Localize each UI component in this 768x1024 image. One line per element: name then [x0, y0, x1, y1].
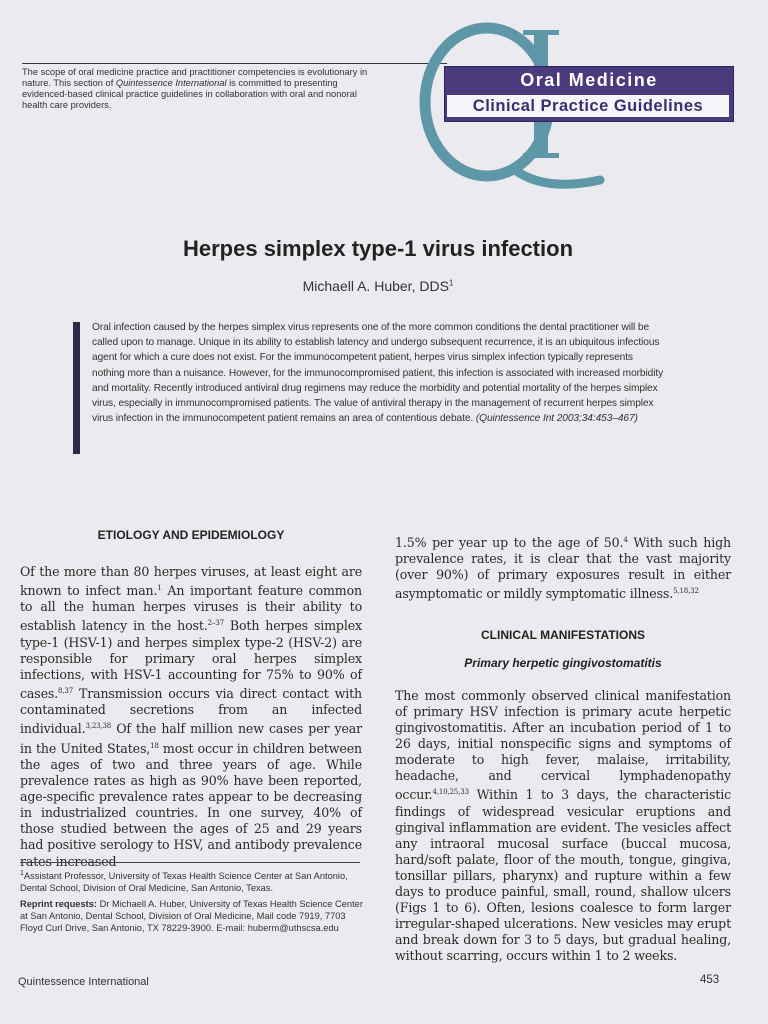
- footnote-rule: [20, 862, 360, 863]
- section-banner: [444, 66, 734, 122]
- reprint-footnote: Reprint requests: Dr Michaell A. Huber, University of Texas Health Science Center at San Antonio, Dental School, Division of Oral Medicine, Mail code 7919, 7703 Floyd Curl Drive, San Antonio, TX 78229-3900. E-mail: huberm@uthscsa.edu: [20, 899, 363, 933]
- section-scope-note: The scope of oral medicine practice and practitioner competencies is evolutionary in nature. This section of Quintessence International is committed to presenting evidenced-based clinical practice guidelines in collaboration with oral and nonoral health care providers.: [22, 67, 368, 110]
- banner-subtitle: Clinical Practice Guidelines: [447, 95, 729, 117]
- banner-title: Oral Medicine: [520, 70, 658, 90]
- abstract-accent-bar: [73, 322, 80, 454]
- body-paragraph: The most commonly observed clinical manifestation of primary HSV infection is primary acute herpetic gingivostomatitis. After an incubation period of 1 to 26 days, initial nonspecific signs and symptoms of moderate to high fever, malaise, irritability, headache, and cervical lymphadenopathy occur.$^{4,10,25,33}$ Within 1 to 3 days, the characteristic findings of widespread vesicular eruptions and gingival inflammation are evident. The vesicles affect any intraoral mucosal surface (buccal mucosa, hard/soft palate, floor of the mouth, tongue, gingiva, tonsillar pillars, pharynx) and rupture within a few days to produce painful, small, round, shallow ulcers (Figs 1 to 6). Often, lesions coalesce to form larger irregular-shaped ulcerations. New vesicles may erupt and break down for 3 to 5 days, but gradual healing, without scarring, occurs within 1 to 2 weeks.: [395, 687, 731, 964]
- body-paragraph: Of the more than 80 herpes viruses, at least eight are known to infect man.$^1$ An important feature common to all the human herpes viruses is their ability to establish latency in the host.$^{2-37}$ Both herpes simplex type-1 (HSV-1) and herpes simplex type-2 (HSV-2) are responsible for primary oral herpes simplex infections, with HSV-1 accounting for 75% to 90% of cases.$^{8,37}$ Transmission occurs via direct contact with contaminated secretions from an infected individual.$^{3,23,38}$ Of the half million new cases per year in the United States,$^{18}$ most occur in children between the ages of two and three years of age. While prevalence rates as high as 90% have been reported, age-specific prevalence rates appear to be decreasing in industrialized countries. In one survey, 40% of those studied between the ages of 25 and 29 years had positive serology to HSV, and antibody prevalence: [20, 564, 362, 853]
- body-paragraph: 1.5% per year up to the age of 50.$^4$ With such high prevalence rates, it is clear that the vast majority (over 90%) of primary exposures result in either asymptomatic or mildly symptomatic illness.$^{5,18,32}$: [395, 535, 731, 602]
- abstract-citation: (Quintessence Int 2003;34:453–467): [475, 413, 638, 425]
- affiliation-footnote: $^1$Assistant Professor, University of Texas Health Science Center at San Antonio, Dental School, Division of Oral Medicine, San Antonio, Texas.: [20, 870, 348, 894]
- article-author: Michaell A. Huber, DDS$^1$: [302, 278, 454, 294]
- page-number: 453: [700, 974, 720, 986]
- article-title: Herpes simplex type-1 virus infection: [182, 236, 574, 261]
- section-heading-etiology: ETIOLOGY AND EPIDEMIOLOGY: [97, 528, 285, 542]
- abstract: Oral infection caused by the herpes simplex virus represents one of the more common conditions the dental practitioner will be called upon to manage. Unique in its ability to establish latency and undergo subsequent recurrence, it is an ubiquitous infectious agent for which a cure does not exist. For the immunocompetent patient, herpes virus simplex infection typically represents nothing more than a nuisance. However, for the immunocompromised patient, this infection is associated with increased morbidity and mortality. Recently introduced antiviral drug regimens may reduce the morbidity and potential mortality of the herpes simplex virus, especially in immunocompromised patients. The value of antiviral therapy in the management of recurrent herpes simplex virus infection in the immunocompetent patient remains an area of contentious debate. (Quintessence Int 2003;34:453–467): [92, 322, 664, 425]
- section-heading-clinical: CLINICAL MANIFESTATIONS: [481, 627, 645, 642]
- right-column: [395, 532, 731, 965]
- header-rule: [22, 63, 447, 64]
- subsection-heading: Primary herpetic gingivostomatitis: [464, 655, 662, 670]
- left-column: [20, 528, 362, 870]
- footer-journal-name: Quintessence International: [18, 976, 149, 988]
